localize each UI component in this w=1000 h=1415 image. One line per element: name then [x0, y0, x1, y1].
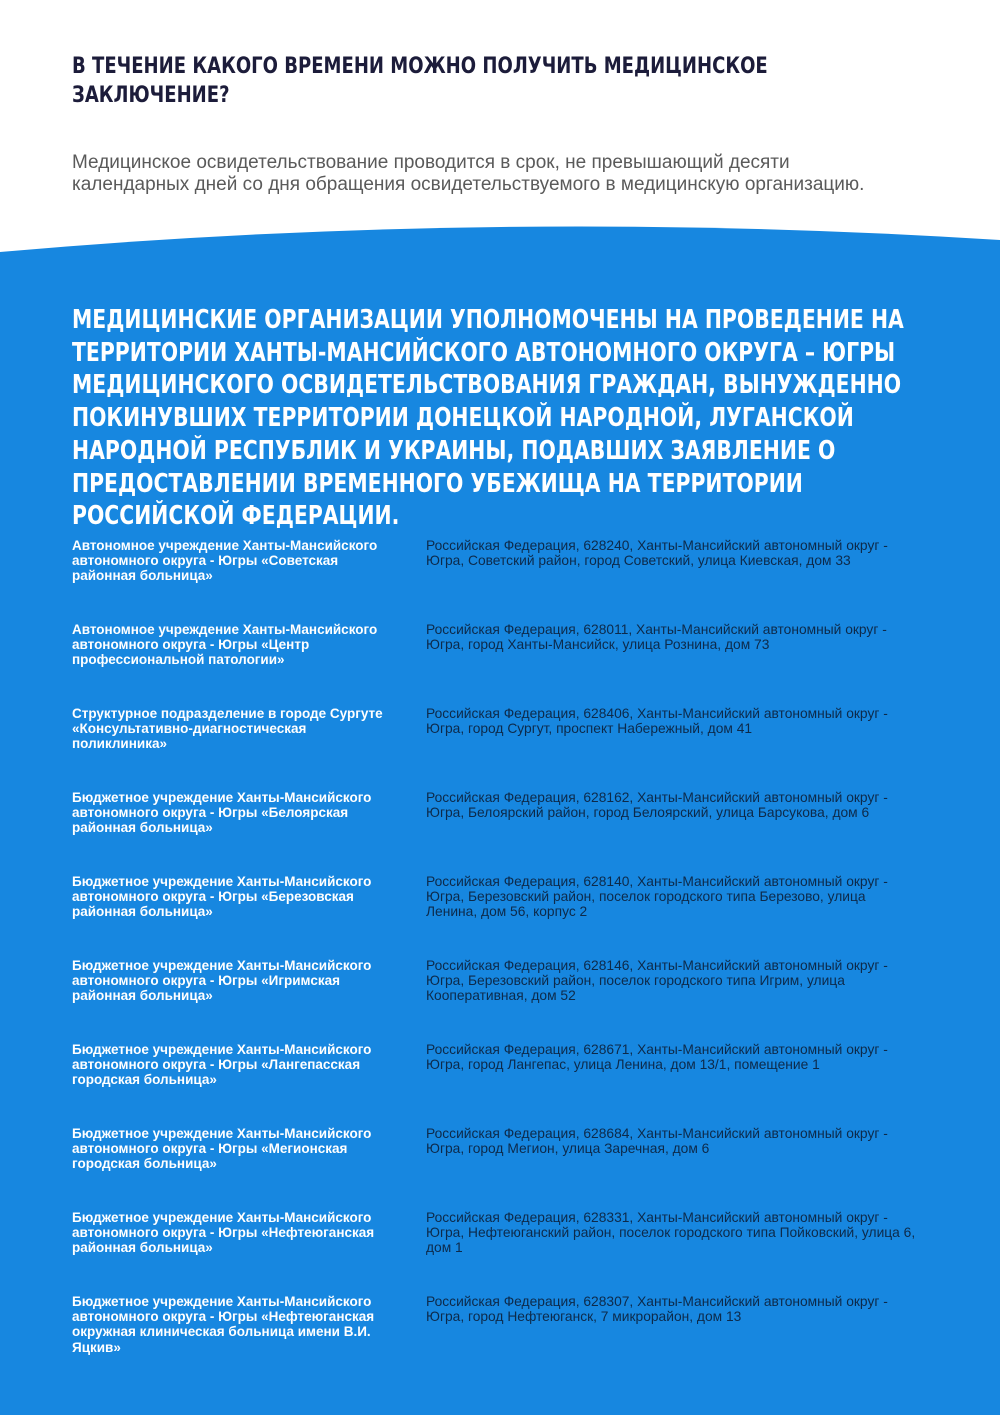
organization-name: Бюджетное учреждение Ханты-Мансийского автономного округа - Югры «Мегионская городская больница»: [72, 1126, 372, 1172]
organization-name: Бюджетное учреждение Ханты-Мансийского автономного округа - Югры «Березовская районная больница»: [72, 874, 372, 920]
organization-address: Российская Федерация, 628684, Ханты-Мансийский автономный округ - Югра, город Мегион, улица Заречная, дом 6: [426, 1126, 888, 1157]
intro-paragraph: Медицинское освидетельствование проводится в срок, не превышающий десяти календарных дней со дня обращения освидетельствуемого в медицинскую организацию.: [72, 152, 865, 195]
organization-address: Российская Федерация, 628406, Ханты-Мансийский автономный округ - Югра, город Сургут, проспект Набережный, дом 41: [426, 706, 888, 737]
organization-address: Российская Федерация, 628240, Ханты-Мансийский автономный округ - Югра, Советский район, город Советский, улица Киевская, дом 33: [426, 538, 888, 569]
organization-address: Российская Федерация, 628307, Ханты-Мансийский автономный округ - Югра, город Нефтеюганск, 7 микрорайон, дом 13: [426, 1294, 888, 1325]
organization-name: Бюджетное учреждение Ханты-Мансийского автономного округа - Югры «Лангепасская городская больница»: [72, 1042, 372, 1088]
organization-name: Автономное учреждение Ханты-Мансийского автономного округа - Югры «Центр профессиональной патологии»: [72, 622, 378, 668]
organization-name: Бюджетное учреждение Ханты-Мансийского автономного округа - Югры «Нефтеюганская окружная клиническая больница имени В.И. Яцкив»: [72, 1294, 375, 1355]
organization-name: Бюджетное учреждение Ханты-Мансийского автономного округа - Югры «Нефтеюганская районная больница»: [72, 1210, 375, 1256]
organization-address: Российская Федерация, 628671, Ханты-Мансийский автономный округ - Югра, город Лангепас, улица Ленина, дом 13/1, помещение 1: [426, 1042, 888, 1073]
organization-name: Структурное подразделение в городе Сургуте «Консультативно-диагностическая поликлиника»: [72, 706, 383, 752]
page-title: В ТЕЧЕНИЕ КАКОГО ВРЕМЕНИ МОЖНО ПОЛУЧИТЬ МЕДИЦИНСКОЕ ЗАКЛЮЧЕНИЕ?: [72, 54, 768, 108]
section-heading: МЕДИЦИНСКИЕ ОРГАНИЗАЦИИ УПОЛНОМОЧЕНЫ НА ПРОВЕДЕНИЕ НА ТЕРРИТОРИИ ХАНТЫ-МАНСИЙСКОГО АВТОНОМНОГО ОКРУГА – ЮГРЫ МЕДИЦИНСКОГО ОСВИДЕТЕЛЬСТВОВАНИЯ ГРАЖДАН, ВЫНУЖДЕННО ПОКИНУВШИХ ТЕРРИТОРИИ ДОНЕЦКОЙ НАРОДНОЙ, ЛУГАНСКОЙ НАРОДНОЙ РЕСПУБЛИК И УКРАИНЫ, ПОДАВШИХ ЗАЯВЛЕНИЕ О ПРЕДОСТАВЛЕНИИ ВРЕМЕННОГО УБЕЖИЩА НА ТЕРРИТОРИИ РОССИЙСКОЙ ФЕДЕРАЦИИ.: [72, 305, 904, 532]
organization-name: Бюджетное учреждение Ханты-Мансийского автономного округа - Югры «Игримская районная больница»: [72, 958, 372, 1004]
organization-address: Российская Федерация, 628331, Ханты-Мансийский автономный округ - Югра, Нефтеюганский район, поселок городского типа Пойковский, улица 6, дом 1: [426, 1210, 916, 1256]
organization-address: Российская Федерация, 628140, Ханты-Мансийский автономный округ - Югра, Березовский район, поселок городского типа Березово, улица Ленина, дом 56, корпус 2: [426, 874, 888, 920]
organization-address: Российская Федерация, 628162, Ханты-Мансийский автономный округ - Югра, Белоярский район, город Белоярский, улица Барсукова, дом 6: [426, 790, 888, 821]
organization-address: Российская Федерация, 628011, Ханты-Мансийский автономный округ - Югра, город Ханты-Мансийск, улица Рознина, дом 73: [426, 622, 887, 653]
organization-name: Бюджетное учреждение Ханты-Мансийского автономного округа - Югры «Белоярская районная больница»: [72, 790, 372, 836]
organization-address: Российская Федерация, 628146, Ханты-Мансийский автономный округ - Югра, Березовский район, поселок городского типа Игрим, улица Кооперативная, дом 52: [426, 958, 888, 1004]
organization-name: Автономное учреждение Ханты-Мансийского автономного округа - Югры «Советская районная больница»: [72, 538, 378, 584]
